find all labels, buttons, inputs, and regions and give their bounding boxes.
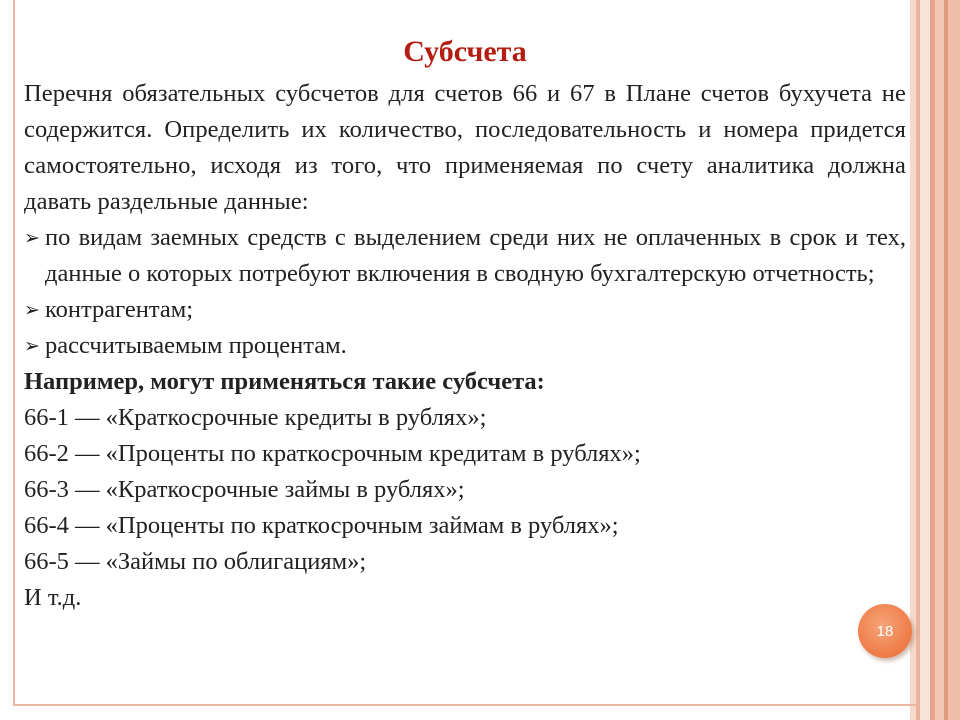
bullet-item	[24, 292, 906, 328]
subaccount-line: 66-3 — «Краткосрочные займы в рублях»;	[24, 476, 465, 503]
bullet-item	[24, 220, 906, 292]
bullet-text: по видам заемных средств с выделением среди них не оплаченных в срок и тех, данные о которых потребуют включения в сводную бухгалтерскую отчетность;	[45, 224, 906, 287]
arrow-bullet-icon: ➢	[24, 299, 40, 321]
slide-content	[24, 28, 906, 616]
bullet-text: контрагентам;	[45, 296, 194, 323]
ending-text: И т.д.	[24, 584, 82, 611]
arrow-bullet-icon: ➢	[24, 335, 40, 357]
page-number-badge: 18	[858, 604, 912, 658]
subaccount-line: 66-4 — «Проценты по краткосрочным займам в рублях»;	[24, 512, 619, 539]
arrow-bullet-icon: ➢	[24, 227, 40, 249]
slide-title: Субсчета	[403, 35, 527, 68]
intro-paragraph: Перечня обязательных субсчетов для счетов 66 и 67 в Плане счетов бухучета не содержится. Определить их количество, последовательность и номера придется самостоятельно, исходя из того, что применяемая по счету аналитика должна давать раздельные данные:	[24, 80, 906, 215]
subaccount-line: 66-2 — «Проценты по краткосрочным кредитам в рублях»;	[24, 440, 641, 467]
bullet-item	[24, 328, 906, 364]
subaccount-line: 66-1 — «Краткосрочные кредиты в рублях»;	[24, 404, 487, 431]
example-heading: Например, могут применяться такие субсчета:	[24, 368, 545, 395]
bullet-text: рассчитываемым процентам.	[45, 332, 347, 359]
subaccount-line: 66-5 — «Займы по облигациям»;	[24, 548, 367, 575]
